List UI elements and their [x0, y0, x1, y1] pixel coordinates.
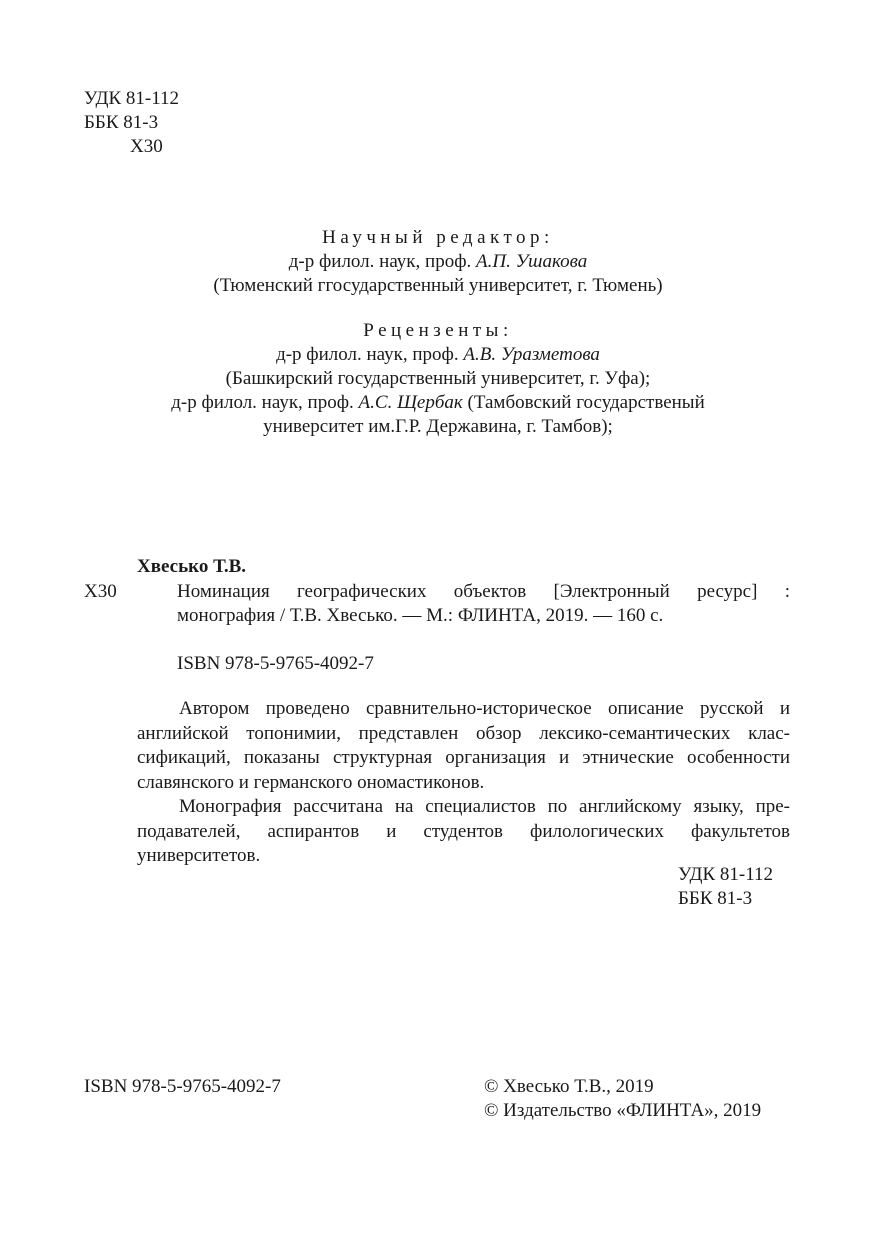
editor-heading: Научный редактор: [322, 227, 554, 248]
reviewer-1-line [0, 343, 876, 367]
bbk-code-bottom: ББК 81-3 [678, 888, 753, 909]
editor-affiliation: (Тюменский ггосударственный университет, г. Тюмень) [213, 275, 663, 296]
reviewer-1-affiliation: (Башкирский государственный университет, г. Уфа); [225, 368, 651, 389]
reviewer-2-line [0, 391, 876, 415]
footer-isbn: ISBN 978-5-9765-4092-7 [84, 1076, 281, 1097]
catalog-isbn: ISBN 978-5-9765-4092-7 [177, 653, 374, 674]
reviewer-2-affiliation-part2: университет им.Г.Р. Державина, г. Тамбов); [263, 416, 613, 437]
abstract-paragraph-2: Монография рассчитана на специалистов по английскому языку, преподавателей, аспирантов и студентов филологических факультетов университетов. [137, 796, 790, 866]
catalog-author-mark: Х30 [84, 581, 117, 602]
reviewers-heading: Рецензенты: [363, 320, 513, 341]
catalog-author: Хвесько Т.В. [137, 556, 247, 577]
editor-name: А.П. Ушакова [476, 251, 588, 272]
bbk-code-top: ББК 81-3 [84, 112, 159, 133]
udk-code-top: УДК 81-112 [84, 88, 180, 109]
reviewer-1-degree: д-р филол. наук, проф. [276, 344, 464, 365]
copyright-author: © Хвесько Т.В., 2019 [484, 1076, 654, 1097]
author-mark-top: Х30 [130, 136, 163, 157]
reviewer-1-name: А.В. Уразметова [463, 344, 600, 365]
catalog-title-line-1: Номинация географических объектов [Электронный ресурс] : [177, 581, 790, 602]
reviewer-2-name: А.С. Щербак [358, 392, 463, 413]
udk-code-bottom: УДК 81-112 [678, 864, 774, 885]
editor-degree: д-р филол. наук, проф. [288, 251, 477, 272]
editor-line [0, 250, 876, 274]
abstract-paragraph-1: Автором проведено сравнительно-историческое описание русской и английской топонимии, представлен обзор лексико-семантических классификаций, показаны структурная организация и этнические особенности славянского и германского ономастиконов. [137, 698, 790, 793]
abstract [137, 697, 790, 869]
reviewer-2-degree: д-р филол. наук, проф. [171, 392, 359, 413]
catalog-title-line-2: монография / Т.В. Хвесько. — М.: ФЛИНТА, 2019. — 160 с. [177, 605, 664, 626]
copyright-publisher: © Издательство «ФЛИНТА», 2019 [484, 1100, 762, 1121]
reviewer-2-affiliation-part1: (Тамбовский государственый [462, 392, 705, 413]
